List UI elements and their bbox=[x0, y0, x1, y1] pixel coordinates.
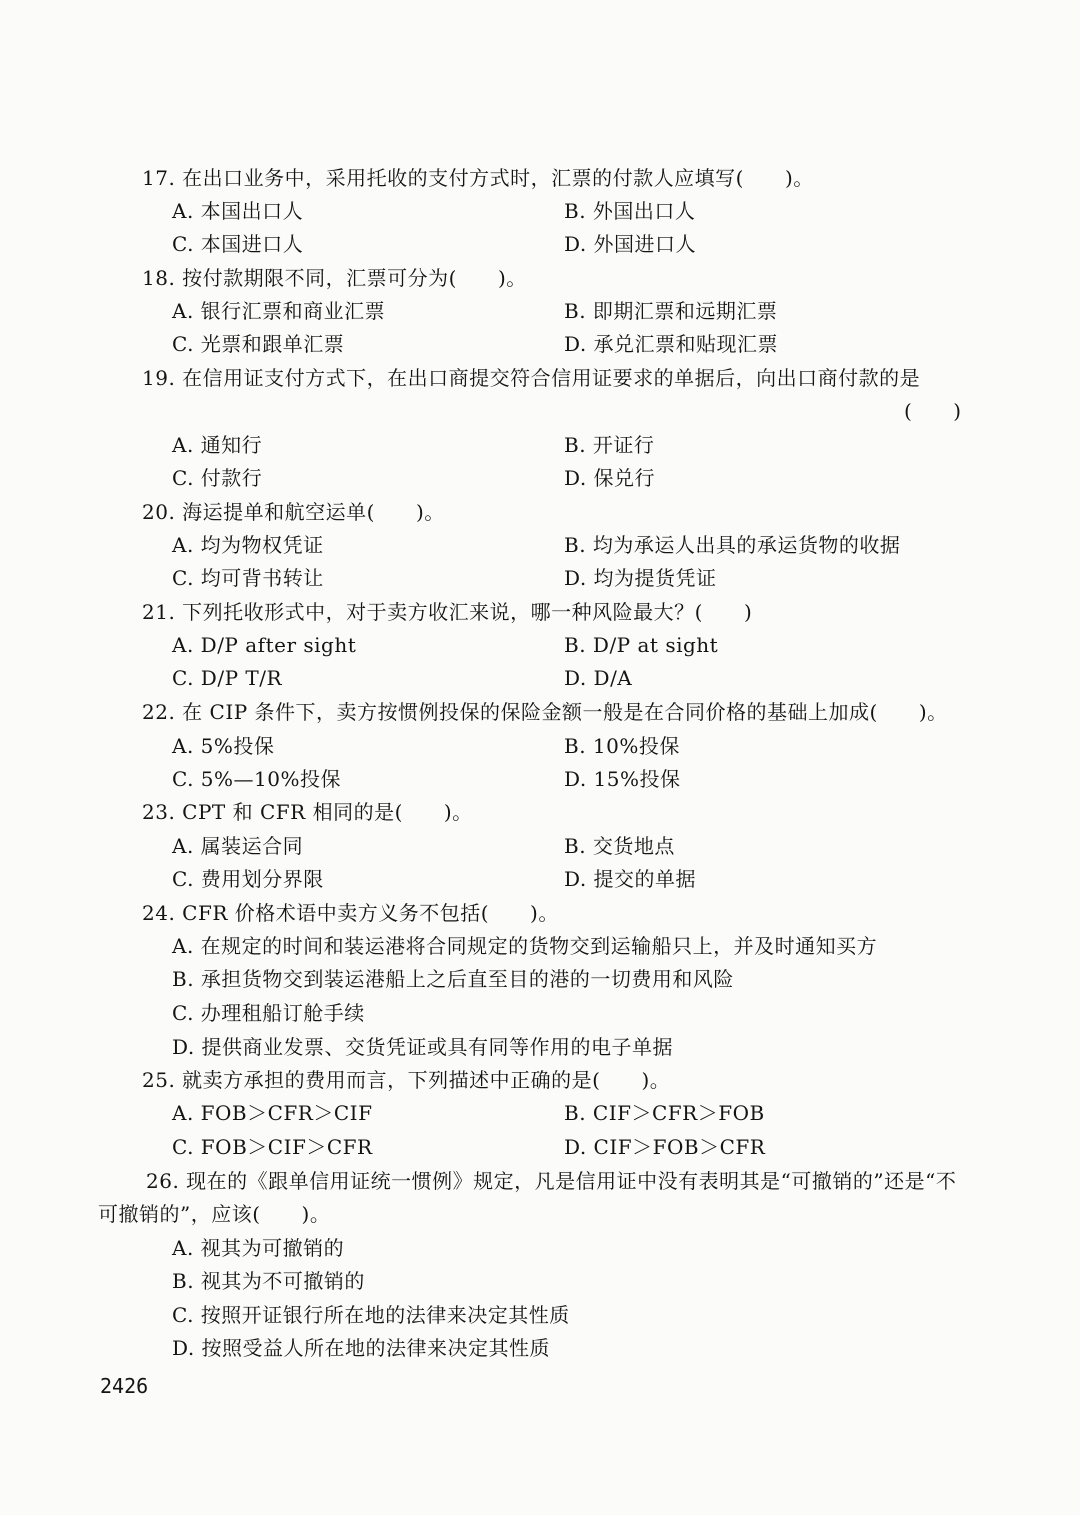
question-24-option-b: B. 承担货物交到装运港船上之后直至目的港的一切费用和风险 bbox=[172, 967, 734, 991]
question-21-option-d: D. D/A bbox=[564, 666, 633, 690]
question-23-option-b: B. 交货地点 bbox=[564, 834, 675, 858]
question-17-stem: 17. 在出口业务中，采用托收的支付方式时，汇票的付款人应填写( )。 bbox=[142, 166, 814, 190]
question-22-option-d: D. 15%投保 bbox=[564, 767, 681, 791]
question-25-option-c: C. FOB＞CIF＞CFR bbox=[172, 1135, 373, 1159]
question-21-stem: 21. 下列托收形式中，对于卖方收汇来说，哪一种风险最大？( ) bbox=[142, 600, 753, 624]
question-25-option-a: A. FOB＞CFR＞CIF bbox=[172, 1101, 373, 1125]
question-18-option-c: C. 光票和跟单汇票 bbox=[172, 332, 345, 356]
question-18-stem: 18. 按付款期限不同，汇票可分为( )。 bbox=[142, 266, 527, 290]
question-20-option-b: B. 均为承运人出具的承运货物的收据 bbox=[564, 533, 901, 557]
page-number: 2426 bbox=[100, 1374, 149, 1398]
question-22-option-a: A. 5%投保 bbox=[172, 734, 275, 758]
question-19-answer-blank: ( ) bbox=[904, 399, 962, 423]
question-24-option-d: D. 提供商业发票、交货凭证或具有同等作用的电子单据 bbox=[172, 1035, 674, 1059]
question-17-option-d: D. 外国进口人 bbox=[564, 232, 697, 256]
question-24-option-c: C. 办理租船订舱手续 bbox=[172, 1001, 365, 1025]
question-26-option-d: D. 按照受益人所在地的法律来决定其性质 bbox=[172, 1336, 551, 1360]
question-26-stem-line1: 26. 现在的《跟单信用证统一惯例》规定，凡是信用证中没有表明其是“可撤销的”还是“不 bbox=[146, 1169, 957, 1193]
question-24-option-a: A. 在规定的时间和装运港将合同规定的货物交到运输船只上，并及时通知买方 bbox=[172, 934, 878, 958]
question-26-stem-line2: 可撤销的”，应该( )。 bbox=[98, 1202, 331, 1226]
question-23-option-c: C. 费用划分界限 bbox=[172, 867, 324, 891]
question-19-option-b: B. 开证行 bbox=[564, 433, 655, 457]
question-26-option-b: B. 视其为不可撤销的 bbox=[172, 1269, 365, 1293]
question-25-stem: 25. 就卖方承担的费用而言，下列描述中正确的是( )。 bbox=[142, 1068, 671, 1092]
question-21-option-b: B. D/P at sight bbox=[564, 633, 719, 657]
question-18-option-b: B. 即期汇票和远期汇票 bbox=[564, 299, 778, 323]
question-17-option-b: B. 外国出口人 bbox=[564, 199, 696, 223]
question-22-option-b: B. 10%投保 bbox=[564, 734, 680, 758]
question-22-option-c: C. 5%—10%投保 bbox=[172, 767, 341, 791]
question-26-option-c: C. 按照开证银行所在地的法律来决定其性质 bbox=[172, 1303, 570, 1327]
question-26-option-a: A. 视其为可撤销的 bbox=[172, 1236, 345, 1260]
question-22-stem: 22. 在 CIP 条件下，卖方按惯例投保的保险金额一般是在合同价格的基础上加成( )。 bbox=[142, 700, 948, 724]
question-21-option-c: C. D/P T/R bbox=[172, 666, 283, 690]
question-20-stem: 20. 海运提单和航空运单( )。 bbox=[142, 500, 445, 524]
question-18-option-a: A. 银行汇票和商业汇票 bbox=[172, 299, 386, 323]
question-25-option-b: B. CIF＞CFR＞FOB bbox=[564, 1101, 765, 1125]
question-20-option-c: C. 均可背书转让 bbox=[172, 566, 324, 590]
question-19-option-a: A. 通知行 bbox=[172, 433, 263, 457]
question-24-stem: 24. CFR 价格术语中卖方义务不包括( )。 bbox=[142, 901, 559, 925]
question-19-stem: 19. 在信用证支付方式下，在出口商提交符合信用证要求的单据后，向出口商付款的是 bbox=[142, 366, 921, 390]
question-19-option-c: C. 付款行 bbox=[172, 466, 263, 490]
question-21-option-a: A. D/P after sight bbox=[172, 633, 357, 657]
question-20-option-a: A. 均为物权凭证 bbox=[172, 533, 324, 557]
question-17-option-c: C. 本国进口人 bbox=[172, 232, 304, 256]
question-19-option-d: D. 保兑行 bbox=[564, 466, 656, 490]
question-20-option-d: D. 均为提货凭证 bbox=[564, 566, 717, 590]
question-18-option-d: D. 承兑汇票和贴现汇票 bbox=[564, 332, 779, 356]
question-25-option-d: D. CIF＞FOB＞CFR bbox=[564, 1135, 766, 1159]
question-23-option-a: A. 属装运合同 bbox=[172, 834, 304, 858]
question-23-option-d: D. 提交的单据 bbox=[564, 867, 697, 891]
question-17-option-a: A. 本国出口人 bbox=[172, 199, 304, 223]
question-23-stem: 23. CPT 和 CFR 相同的是( )。 bbox=[142, 800, 473, 824]
